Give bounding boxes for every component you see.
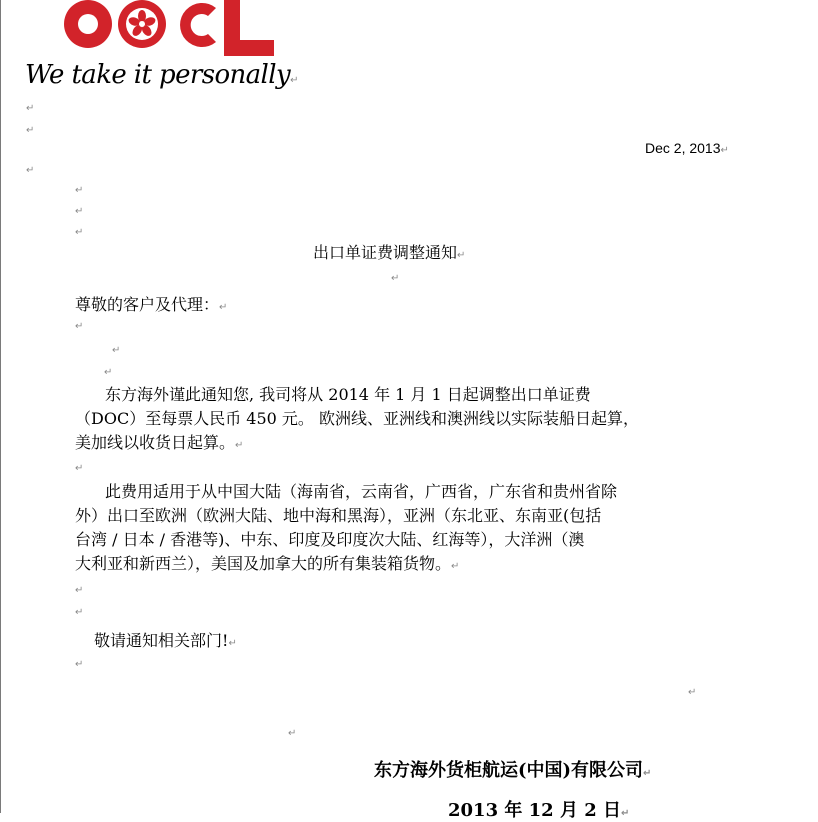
company-name: 东方海外货柜航运(中国)有限公司↵	[374, 760, 652, 781]
paragraph-mark: ↵	[112, 345, 121, 356]
letter-date: Dec 2, 2013↵	[645, 140, 729, 156]
tagline: We take it personally↵	[25, 60, 298, 90]
paragraph-mark: ↵	[75, 206, 84, 217]
notice-title: 出口单证费调整通知↵	[313, 243, 466, 262]
paragraph-mark: ↵	[391, 273, 400, 284]
paragraph-line: （DOC）至每票人民币 450 元。 欧洲线、亚洲线和澳洲线以实际装船日起算，	[75, 409, 639, 428]
paragraph-mark: ↵	[288, 728, 297, 739]
salutation: 尊敬的客户及代理：↵	[75, 295, 228, 314]
paragraph-mark: ↵	[75, 585, 84, 596]
signature-date: 2013 年 12 月 2 日↵	[448, 800, 630, 821]
paragraph-mark: ↵	[75, 607, 84, 618]
paragraph-mark: ↵	[26, 165, 35, 176]
oocl-logo	[56, 0, 274, 58]
paragraph-mark: ↵	[75, 463, 84, 474]
paragraph-mark: ↵	[75, 185, 84, 196]
paragraph-line: 东方海外谨此通知您, 我司将从 2014 年 1 月 1 日起调整出口单证费	[105, 385, 591, 404]
paragraph-mark: ↵	[75, 321, 84, 332]
paragraph-line: 外）出口至欧洲（欧洲大陆、地中海和黑海），亚洲（东北亚、东南亚(包括	[75, 506, 602, 525]
paragraph-mark: ↵	[26, 103, 35, 114]
paragraph-mark: ↵	[26, 125, 35, 136]
paragraph-mark: ↵	[75, 659, 84, 670]
paragraph-mark: ↵	[104, 367, 113, 378]
paragraph-1	[75, 383, 715, 458]
closing-line: 敬请通知相关部门!↵	[94, 631, 237, 650]
paragraph-2	[75, 480, 715, 579]
paragraph-line: 大利亚和新西兰），美国及加拿大的所有集装箱货物。↵	[75, 554, 460, 573]
paragraph-line: 台湾 / 日本 / 香港等)、中东、印度及印度次大陆、红海等），大洋洲（澳	[75, 530, 585, 549]
page-left-edge	[0, 0, 1, 813]
paragraph-mark: ↵	[688, 687, 697, 698]
paragraph-line: 美加线以收货日起算。↵	[75, 433, 244, 452]
paragraph-mark: ↵	[75, 227, 84, 238]
paragraph-line: 此费用适用于从中国大陆（海南省，云南省，广西省，广东省和贵州省除	[105, 482, 618, 501]
